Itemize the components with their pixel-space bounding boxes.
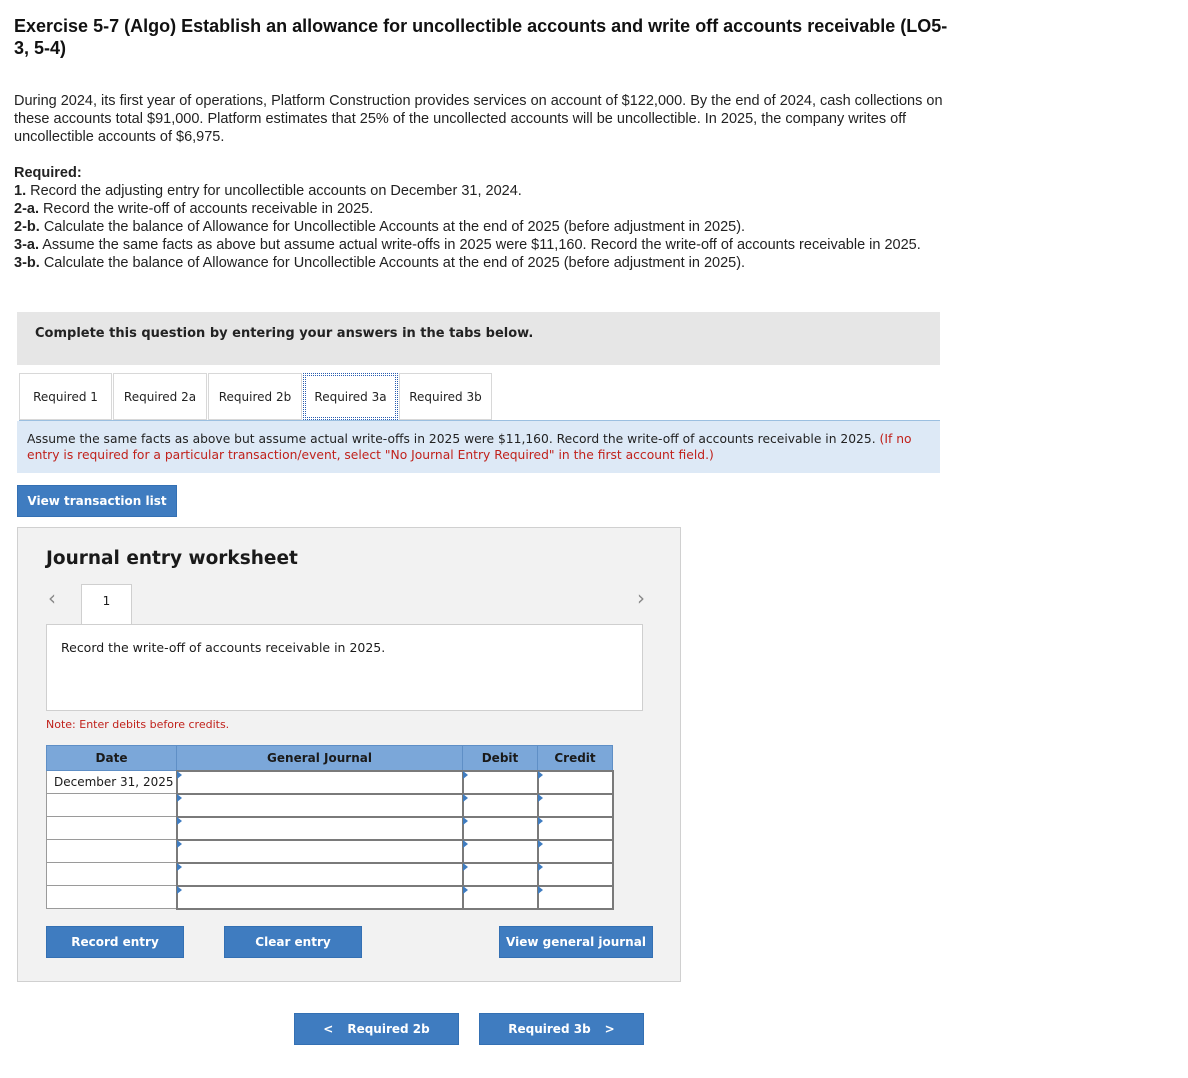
instructions-banner [17,312,940,365]
dropdown-marker-icon [538,886,543,894]
dropdown-marker-icon [177,794,182,802]
chevron-right-icon: > [604,1022,615,1036]
required-heading: Required: [14,165,82,181]
required-item: 3-b. Calculate the balance of Allowance for Uncollectible Accounts at the end of 2025 (before adjustment in 2025). [14,255,746,271]
instruction-text: Assume the same facts as above but assume actual write-offs in 2025 were $11,160. Record the write-off of accounts receivable in 2025. [27,432,876,446]
account-select[interactable] [177,794,463,817]
debit-input[interactable] [463,794,538,817]
credit-input[interactable] [538,794,613,817]
tab-required-2b[interactable]: Required 2b [208,373,302,420]
dropdown-marker-icon [538,771,543,779]
dropdown-marker-icon [177,840,182,848]
required-list [14,164,964,272]
problem-intro: During 2024, its first year of operations, Platform Construction provides services on account of $122,000. By the end of 2024, cash collections on these accounts total $91,000. Platform estimates that 25% of the uncollected accounts will be uncollectible. In 2025, the company writes off uncollectible accounts of $6,975. [14,93,943,145]
credit-input[interactable] [538,886,613,909]
worksheet-title: Journal entry worksheet [46,548,298,569]
debit-credit-note: Note: Enter debits before credits. [46,718,230,731]
clear-entry-button[interactable]: Clear entry [224,926,362,958]
tab-required-1[interactable]: Required 1 [19,373,112,420]
col-debit: Debit [463,746,538,771]
table-row [47,840,613,863]
credit-input[interactable] [538,817,613,840]
debit-input[interactable] [463,863,538,886]
dropdown-marker-icon [177,886,182,894]
tab-required-2a[interactable]: Required 2a [113,373,207,420]
next-required-3b-button[interactable] [479,1013,644,1045]
date-cell [47,817,177,840]
exercise-title: Exercise 5-7 (Algo) Establish an allowance for uncollectible accounts and write off accounts receivable (LO5-3, 5-4) [14,16,948,58]
view-general-journal-button[interactable]: View general journal [499,926,653,958]
dropdown-marker-icon [463,817,468,825]
chevron-right-icon[interactable]: › [637,586,645,610]
col-credit: Credit [538,746,613,771]
tab-required-3b[interactable]: Required 3b [399,373,492,420]
dropdown-marker-icon [538,863,543,871]
debit-input[interactable] [463,771,538,794]
credit-input[interactable] [538,863,613,886]
required-item: 2-b. Calculate the balance of Allowance for Uncollectible Accounts at the end of 2025 (before adjustment in 2025). [14,219,746,235]
debit-input[interactable] [463,817,538,840]
table-row [47,863,613,886]
next-button-label: Required 3b [508,1022,591,1036]
entry-page-tab[interactable]: 1 [81,584,132,626]
credit-input[interactable] [538,771,613,794]
dropdown-marker-icon [538,794,543,802]
dropdown-marker-icon [463,794,468,802]
view-transaction-list-button[interactable]: View transaction list [17,485,177,517]
dropdown-marker-icon [177,863,182,871]
credit-input[interactable] [538,840,613,863]
journal-table [46,745,614,910]
required-item: 3-a. Assume the same facts as above but assume actual write-offs in 2025 were $11,160. Record the write-off of accounts receivable in 2025. [14,237,921,253]
table-row [47,886,613,909]
required-item: 2-a. Record the write-off of accounts receivable in 2025. [14,201,374,217]
account-select[interactable] [177,863,463,886]
tab-required-3a[interactable]: Required 3a [303,373,398,420]
account-select[interactable] [177,817,463,840]
chevron-left-icon[interactable]: ‹ [48,586,56,610]
prev-required-2b-button[interactable] [294,1013,459,1045]
tab-instruction [17,421,940,473]
account-select[interactable] [177,840,463,863]
required-item: 1. Record the adjusting entry for uncollectible accounts on December 31, 2024. [14,183,522,199]
date-cell [47,886,177,909]
dropdown-marker-icon [463,840,468,848]
date-cell: December 31, 2025 [47,771,177,794]
record-entry-button[interactable]: Record entry [46,926,184,958]
debit-input[interactable] [463,886,538,909]
account-select[interactable] [177,771,463,794]
journal-worksheet [17,527,681,982]
banner-text: Complete this question by entering your answers in the tabs below. [35,326,534,341]
dropdown-marker-icon [463,863,468,871]
table-row [47,794,613,817]
table-row [47,771,613,794]
entry-description: Record the write-off of accounts receivable in 2025. [46,624,643,711]
date-cell [47,863,177,886]
instruction-note: (If no entry is required for a particular transaction/event, select "No Journal Entry Required" in the first account field.) [27,432,912,462]
dropdown-marker-icon [463,771,468,779]
dropdown-marker-icon [177,817,182,825]
table-row [47,817,613,840]
chevron-left-icon: < [323,1022,334,1036]
col-general-journal: General Journal [177,746,463,771]
debit-input[interactable] [463,840,538,863]
col-date: Date [47,746,177,771]
dropdown-marker-icon [538,840,543,848]
dropdown-marker-icon [177,771,182,779]
date-cell [47,840,177,863]
dropdown-marker-icon [463,886,468,894]
prev-button-label: Required 2b [347,1022,430,1036]
dropdown-marker-icon [538,817,543,825]
account-select[interactable] [177,886,463,909]
date-cell [47,794,177,817]
